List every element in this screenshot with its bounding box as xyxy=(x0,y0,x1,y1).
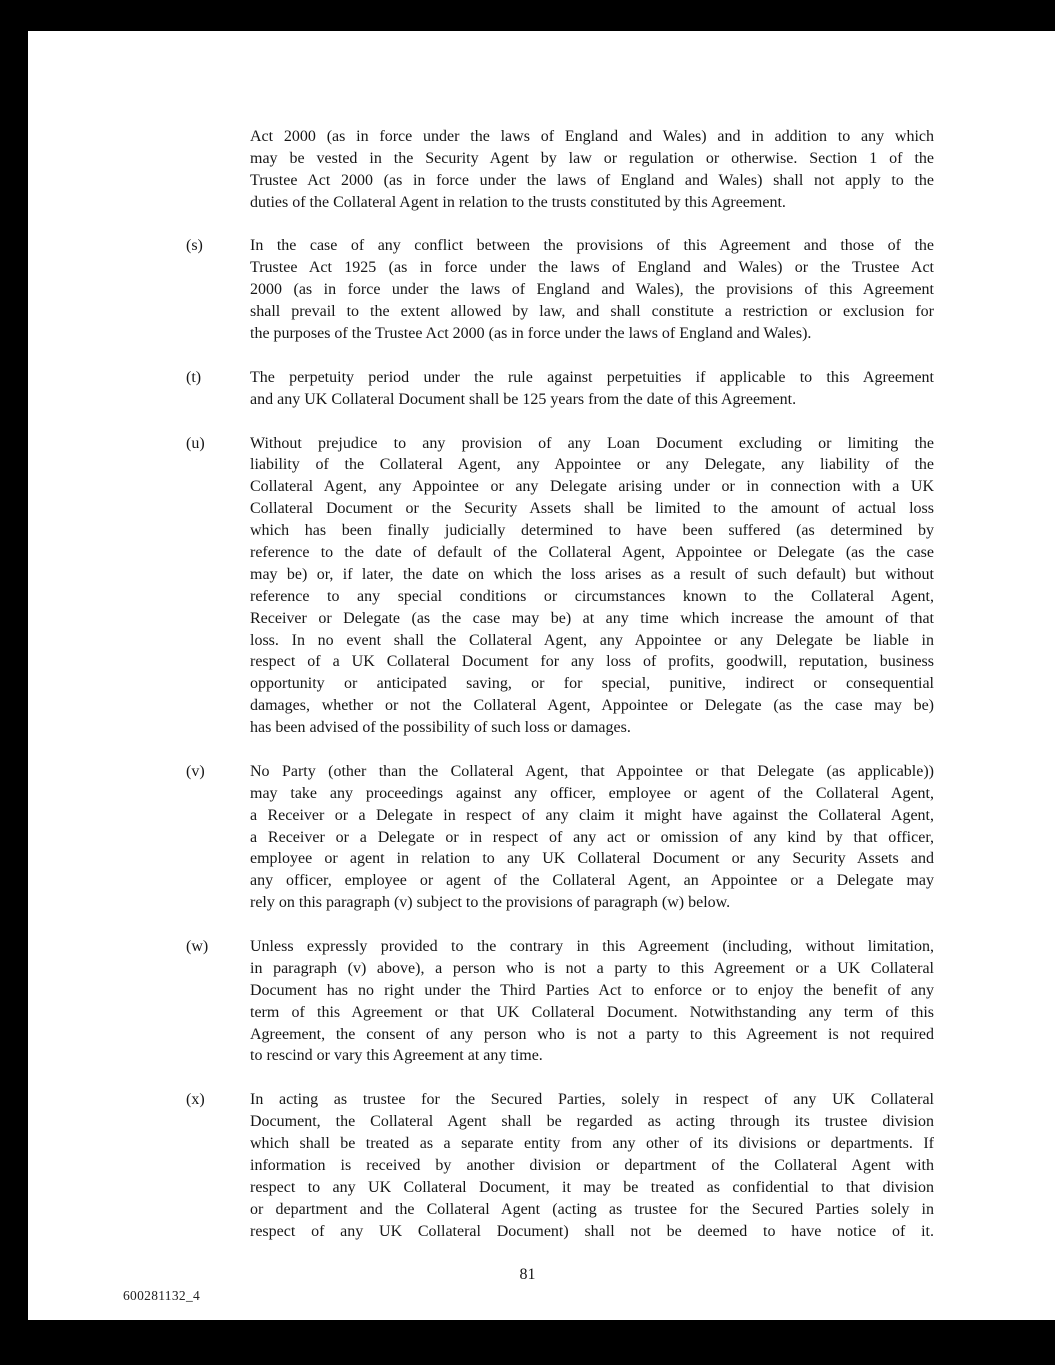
paragraph-line: term of this Agreement or that UK Collateral Document. Notwithstanding any term of this xyxy=(250,1003,934,1021)
paragraph-line: any officer, employee or agent of the Collateral Agent, an Appointee or a Delegate may xyxy=(250,872,934,890)
paragraph-line: Receiver or Delegate (as the case may be) at any time which increase the amount of that xyxy=(250,609,934,627)
paragraph-line: loss. In no event shall the Collateral Agent, any Appointee or any Delegate be liable in xyxy=(250,631,934,649)
paragraph-line: Unless expressly provided to the contrary in this Agreement (including, without limitation, xyxy=(250,938,934,956)
footer-document-id: 600281132_4 xyxy=(123,1288,201,1303)
paragraph-line: information is received by another division or department of the Collateral Agent with xyxy=(250,1156,934,1174)
page-number: 81 xyxy=(519,1266,536,1283)
paragraph-line: employee or agent in relation to any UK Collateral Document or any Security Assets and xyxy=(250,850,934,868)
paragraph-label: (s) xyxy=(186,237,203,255)
paragraph-w xyxy=(186,936,934,1067)
paragraph-line: reference to the date of default of the Collateral Agent, Appointee or Delegate (as the case xyxy=(250,543,934,561)
paragraph-line: shall prevail to the extent allowed by law, and shall constitute a restriction or exclusion for xyxy=(250,303,934,321)
paragraph-line: Document has no right under the Third Parties Act to enforce or to enjoy the benefit of any xyxy=(250,981,934,999)
paragraph-line: In acting as trustee for the Secured Parties, solely in respect of any UK Collateral xyxy=(250,1091,934,1109)
paragraph-line: respect of a UK Collateral Document for any loss of profits, goodwill, reputation, business xyxy=(250,653,934,671)
paragraph-line: In the case of any conflict between the provisions of this Agreement and those of the xyxy=(250,237,934,255)
paragraph-line: the purposes of the Trustee Act 2000 (as in force under the laws of England and Wales). xyxy=(250,325,812,343)
paragraph-line: respect of any UK Collateral Document) shall not be deemed to have notice of it. xyxy=(250,1222,934,1240)
paragraph-v xyxy=(186,761,934,914)
paragraph-line: which shall be treated as a separate entity from any other of its divisions or departments. If xyxy=(250,1135,934,1153)
paragraph-line: reference to any special conditions or circumstances known to the Collateral Agent, xyxy=(250,587,934,605)
paragraph-line: No Party (other than the Collateral Agent, that Appointee or that Delegate (as applicable)) xyxy=(250,762,934,780)
paragraph-line: duties of the Collateral Agent in relation to the trusts constituted by this Agreement. xyxy=(250,193,786,211)
paragraph-line: Act 2000 (as in force under the laws of England and Wales) and in addition to any which xyxy=(250,128,934,145)
paragraph-line: and any UK Collateral Document shall be 125 years from the date of this Agreement. xyxy=(250,390,797,408)
paragraph-t xyxy=(186,367,934,411)
paragraph-line: Trustee Act 1925 (as in force under the laws of England and Wales) or the Trustee Act xyxy=(250,259,934,277)
paragraph-line: has been advised of the possibility of such loss or damages. xyxy=(250,719,631,737)
paragraph-label: (u) xyxy=(186,434,205,452)
paragraph-continued xyxy=(250,126,934,214)
paragraph-label: (v) xyxy=(186,762,205,780)
paragraph-label: (w) xyxy=(186,938,209,956)
paragraph-line: may be) or, if later, the date on which the loss arises as a result of such default) but without xyxy=(250,565,934,583)
paragraph-line: which has been finally judicially determined to have been suffered (as determined by xyxy=(250,522,934,540)
paragraph-line: to rescind or vary this Agreement at any time. xyxy=(250,1047,543,1065)
scan-border-top xyxy=(0,0,1055,31)
paragraph-line: liability of the Collateral Agent, any Appointee or any Delegate, any liability of the xyxy=(250,456,934,474)
paragraph-line: in paragraph (v) above), a person who is not a party to this Agreement or a UK Collateral xyxy=(250,959,934,977)
paragraph-x xyxy=(186,1089,934,1242)
paragraph-label: (t) xyxy=(186,368,202,386)
paragraph-line: respect to any UK Collateral Document, it may be treated as confidential to that division xyxy=(250,1178,934,1196)
document-body xyxy=(186,126,934,1264)
paragraph-line: 2000 (as in force under the laws of England and Wales), the provisions of this Agreement xyxy=(250,281,934,299)
paragraph-line: Collateral Document or the Security Assets shall be limited to the amount of actual loss xyxy=(250,500,934,518)
paragraph-line: The perpetuity period under the rule against perpetuities if applicable to this Agreement xyxy=(250,368,934,386)
paragraph-line: Trustee Act 2000 (as in force under the laws of England and Wales) shall not apply to the xyxy=(250,171,934,189)
paragraph-line: Document, the Collateral Agent shall be regarded as acting through its trustee division xyxy=(250,1113,934,1131)
paragraph-line: Collateral Agent, any Appointee or any Delegate arising under or in connection with a UK xyxy=(250,478,934,496)
paragraph-line: opportunity or anticipated saving, or for special, punitive, indirect or consequential xyxy=(250,675,934,693)
paragraph-line: damages, whether or not the Collateral Agent, Appointee or Delegate (as the case may be) xyxy=(250,697,934,715)
paragraph-s xyxy=(186,235,934,344)
paragraph-line: Agreement, the consent of any person who is not a party to this Agreement is not required xyxy=(250,1025,934,1043)
paragraph-line: may take any proceedings against any officer, employee or agent of the Collateral Agent, xyxy=(250,784,934,802)
paragraph-label: (x) xyxy=(186,1091,205,1109)
paragraph-line: a Receiver or a Delegate in respect of any claim it might have against the Collateral Agent, xyxy=(250,806,934,824)
paragraph-line: may be vested in the Security Agent by law or regulation or otherwise. Section 1 of the xyxy=(250,149,934,167)
paragraph-u xyxy=(186,433,934,739)
paragraph-line: rely on this paragraph (v) subject to the provisions of paragraph (w) below. xyxy=(250,894,731,912)
paragraph-line: a Receiver or a Delegate or in respect of any act or omission of any kind by that officer, xyxy=(250,828,934,846)
paragraph-line: Without prejudice to any provision of any Loan Document excluding or limiting the xyxy=(250,434,934,452)
scan-border-bottom xyxy=(0,1320,1055,1365)
paragraph-line: or department and the Collateral Agent (acting as trustee for the Secured Parties solely in xyxy=(250,1200,934,1218)
scan-border-left xyxy=(0,0,28,1365)
